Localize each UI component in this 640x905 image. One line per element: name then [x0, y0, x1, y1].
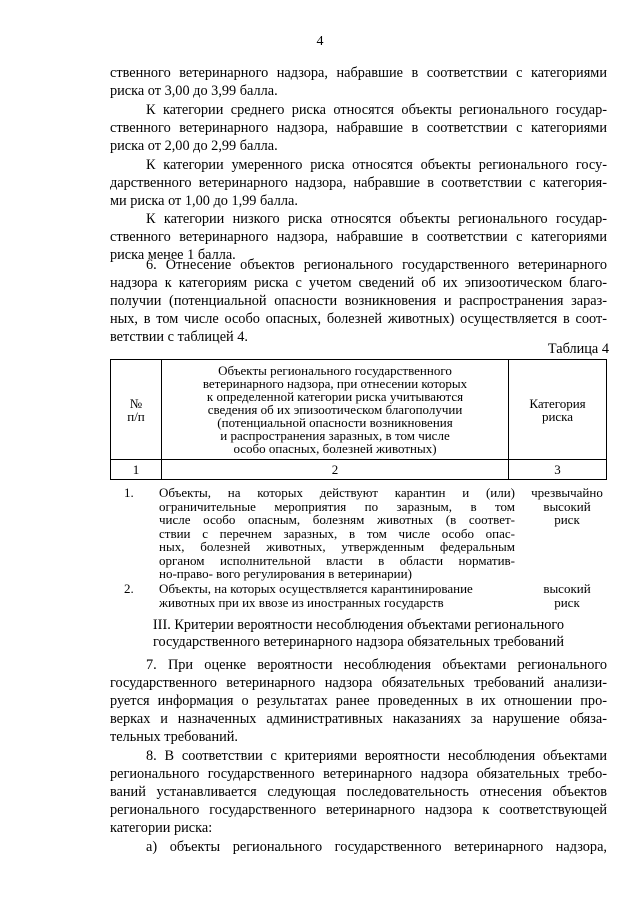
- text-line: 6. Отнесение объектов регионального государственного ветеринарного: [146, 257, 607, 273]
- paragraph-item-8: [110, 747, 607, 837]
- header-line: риска: [541, 408, 574, 424]
- paragraph-item-6: [110, 256, 607, 346]
- paragraph-moderate-risk: [110, 156, 607, 210]
- row-number: 1.: [124, 485, 134, 500]
- text-line: но-право- вого регулирования в ветеринарии): [159, 566, 412, 581]
- text-line: ветствии с таблицей 4.: [110, 329, 248, 345]
- text-line: риска от 2,00 до 2,99 балла.: [110, 138, 278, 154]
- text-line: верках и назначенных административных наказаниях за нарушение обяза-: [110, 711, 607, 727]
- table-caption: Таблица 4: [547, 341, 609, 357]
- text-line: тельных требований.: [110, 729, 239, 745]
- header-objects-cell: [162, 360, 509, 460]
- header-line: ветеринарного надзора, при отнесении которых: [202, 376, 468, 391]
- row-text: [159, 582, 515, 609]
- text-line: ных, болезней животных, утвержденным федеральным: [159, 539, 515, 554]
- category-line: высокий: [543, 581, 591, 596]
- row-number: 2.: [124, 581, 134, 596]
- text-line: государственного ветеринарного надзора обязательных требований: [153, 634, 564, 650]
- text-line: а) объекты регионального государственного ветеринарного надзора,: [146, 839, 607, 855]
- numbering-cell: 1: [111, 460, 162, 480]
- text-line: Объекты, на которых осуществляется карантинирование: [159, 581, 473, 596]
- table-header-row: [111, 360, 607, 460]
- text-line: ствии с перечнем заразных, в том числе особо опас-: [159, 525, 515, 541]
- text-line: ственного ветеринарного надзора, набравшие в соответствии с категориями: [110, 120, 607, 136]
- section-title: [110, 617, 607, 651]
- page-number: 4: [316, 34, 324, 49]
- paragraph-medium-risk: [110, 101, 607, 155]
- text-line: руется информация о результатах ранее проведенных в их отношении про-: [110, 693, 607, 709]
- text-line: К категории среднего риска относятся объекты регионального государ-: [146, 102, 607, 118]
- paragraph-high-risk-tail: [110, 64, 607, 100]
- row-text: [159, 486, 515, 581]
- header-line: особо опасных, болезней животных): [233, 441, 437, 456]
- text-line: ограничительные мероприятия по заразным, в том: [159, 498, 515, 514]
- category-line: риск: [554, 594, 580, 610]
- category-line: риск: [554, 512, 580, 527]
- text-line: числе особо опасным, болезням животных (в соответ-: [159, 512, 515, 527]
- text-line: риска менее 1 балла.: [110, 247, 236, 263]
- header-number-cell: [111, 360, 162, 460]
- text-line: надзора к категориям риска с учетом сведений об их эпизоотическом благо-: [110, 275, 607, 291]
- header-line: №: [129, 395, 143, 411]
- text-line: 8. В соответствии с критериями вероятности несоблюдения объектами: [146, 748, 607, 764]
- text-line: ми риска от 1,00 до 1,99 балла.: [110, 193, 298, 209]
- text-line: К категории низкого риска относятся объекты регионального государ-: [146, 211, 607, 227]
- text-line: ственного ветеринарного надзора, набравшие в соответствии с категориями: [110, 229, 607, 245]
- numbering-cell: 2: [162, 460, 509, 480]
- text-line: 7. При оценке вероятности несоблюдения объектами регионального: [146, 657, 607, 673]
- header-line: Объекты регионального государственного: [218, 363, 452, 378]
- text-line: ственного ветеринарного надзора, набравшие в соответствии с категориями: [110, 65, 607, 81]
- text-line: риска от 3,00 до 3,99 балла.: [110, 83, 278, 99]
- text-line: Объекты, на которых действуют карантин и (или): [159, 485, 515, 500]
- row-risk-category: [521, 582, 613, 609]
- header-category-cell: [509, 360, 607, 460]
- text-line: ных, в том числе особо опасных, болезней животных) осуществляется в соот-: [110, 311, 607, 327]
- text-line: регионального государственного ветеринарного надзора к соответствующей: [110, 802, 607, 818]
- text-line: регионального государственного ветеринарного надзора обязательных требо-: [110, 766, 607, 782]
- text-line: органом исполнительной власти в области норматив-: [159, 552, 515, 568]
- header-line: и распространения заразных, в том числе: [220, 428, 450, 443]
- text-line: государственного ветеринарного надзора обязательных требований анализи-: [110, 675, 607, 691]
- header-line: сведения об их эпизоотическом благополучии: [207, 402, 463, 417]
- paragraph-item-7: [110, 656, 607, 746]
- text-line: ваний устанавливается следующая последовательность отнесения объектов: [110, 784, 607, 800]
- header-line: п/п: [127, 408, 145, 424]
- numbering-cell: 3: [509, 460, 607, 480]
- table-numbering-row: [111, 460, 607, 480]
- category-line: чрезвычайно: [531, 485, 603, 500]
- row-risk-category: [521, 486, 613, 527]
- text-line: получии (потенциальной опасности возникновения и распространения зараз-: [110, 293, 607, 309]
- category-line: высокий: [543, 498, 591, 514]
- text-line: категории риска:: [110, 820, 213, 836]
- header-line: Категория: [529, 395, 586, 411]
- paragraph-item-8a: [110, 838, 607, 856]
- text-line: III. Критерии вероятности несоблюдения объектами регионального: [152, 617, 565, 633]
- risk-table: [110, 359, 607, 480]
- text-line: дарственного ветеринарного надзора, набравшие в соответствии с категория-: [110, 175, 607, 191]
- text-line: К категории умеренного риска относятся объекты регионального госу-: [146, 157, 607, 173]
- text-line: животных при их ввозе из иностранных государств: [159, 594, 444, 610]
- header-line: (потенциальной опасности возникновения: [217, 415, 453, 430]
- header-line: к определенной категории риска учитываются: [206, 389, 464, 404]
